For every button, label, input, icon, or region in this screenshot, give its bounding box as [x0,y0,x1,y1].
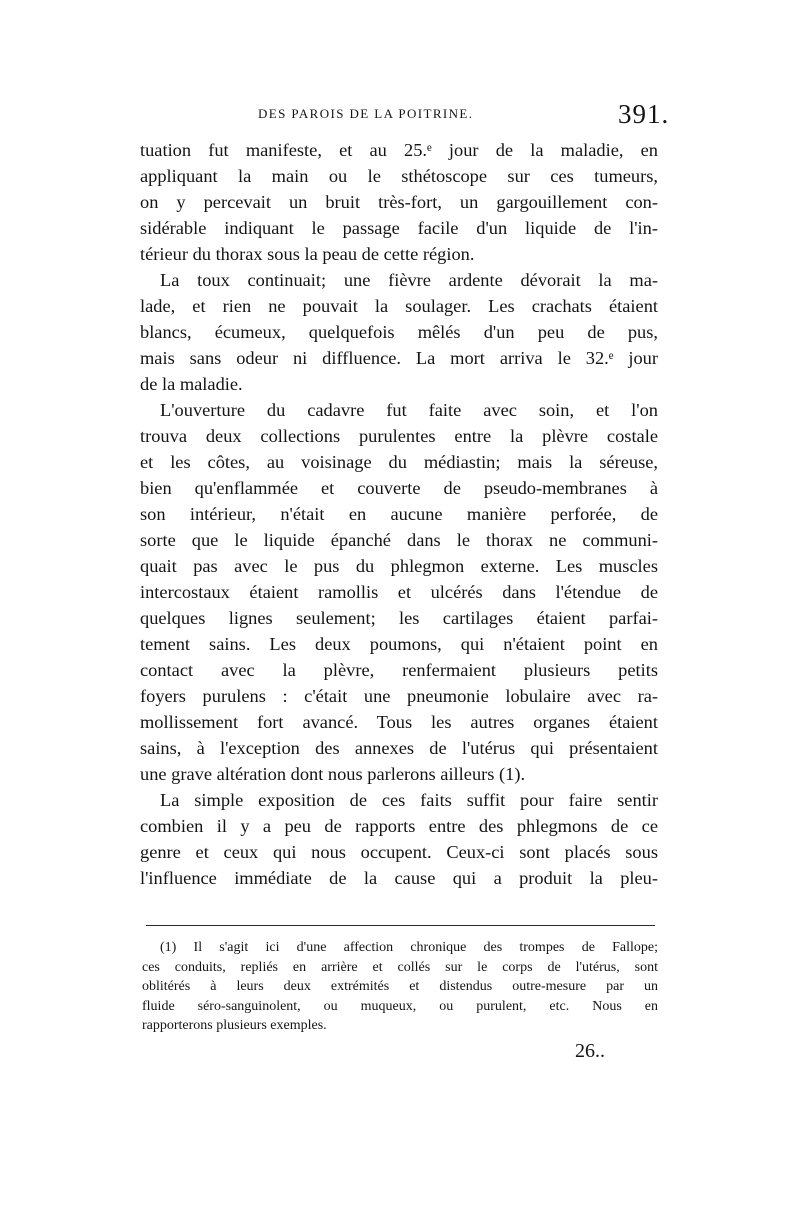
footnote-line: oblitérés à leurs deux extrémités et distendus outre-mesure par un [142,979,658,994]
footnote-line: ces conduits, repliés en arrière et collés sur le corps de l'utérus, sont [142,959,658,975]
text-line: une grave altération dont nous parlerons ailleurs (1). [140,764,526,784]
footnote-line: (1) Il s'agit ici d'une affection chronique des trompes de Fallope; [160,940,658,955]
signature-mark: 26.. [575,1040,605,1062]
text-line: on y percevait un bruit très-fort, un gargouillement con- [140,192,658,212]
footnote-line: fluide séro-sanguinolent, ou muqueux, ou purulent, etc. Nous en [142,998,658,1014]
text-line: mollissement fort avancé. Tous les autres organes étaient [140,712,658,732]
text-line: contact avec la plèvre, renfermaient plusieurs petits [140,660,658,680]
text-line: blancs, écumeux, quelquefois mêlés d'un peu de pus, [140,322,658,342]
text-line: quait pas avec le pus du phlegmon externe. Les muscles [140,556,658,576]
text-line: L'ouverture du cadavre fut faite avec soin, et l'on [160,400,658,420]
text-line: et les côtes, au voisinage du médiastin; mais la séreuse, [140,452,658,472]
text-line: foyers purulens : c'était une pneumonie lobulaire avec ra- [140,686,658,706]
text-line: appliquant la main ou le sthétoscope sur ces tumeurs, [140,166,658,186]
text-line: intercostaux étaient ramollis et ulcérés dans l'étendue de [140,582,658,602]
text-line: combien il y a peu de rapports entre des phlegmons de ce [140,816,658,836]
text-line: de la maladie. [140,374,243,394]
text-line: tuation fut manifeste, et au 25.ᵉ jour de la maladie, en [140,140,658,160]
page-number: 391. [618,99,670,129]
text-line: sorte que le liquide épanché dans le thorax ne communi- [140,530,658,550]
text-line: bien qu'enflammée et couverte de pseudo-membranes à [140,478,658,498]
text-line: térieur du thorax sous la peau de cette région. [140,244,475,264]
text-line: lade, et rien ne pouvait la soulager. Les crachats étaient [140,296,658,316]
footnote-divider [146,925,655,926]
text-line: La toux continuait; une fièvre ardente dévorait la ma- [160,270,658,290]
running-head: DES PAROIS DE LA POITRINE. [258,106,474,121]
text-line: son intérieur, n'était en aucune manière perforée, de [140,504,658,524]
text-line: l'influence immédiate de la cause qui a produit la pleu- [140,868,658,888]
text-line: trouva deux collections purulentes entre la plèvre costale [140,426,658,446]
text-line: mais sans odeur ni diffluence. La mort arriva le 32.ᵉ jour [140,348,658,368]
text-line: genre et ceux qui nous occupent. Ceux-ci sont placés sous [140,842,658,862]
text-line: tement sains. Les deux poumons, qui n'étaient point en [140,634,658,654]
text-line: sidérable indiquant le passage facile d'un liquide de l'in- [140,218,658,238]
body-text [140,137,658,891]
footnote [142,938,658,1036]
footnote-line: rapporterons plusieurs exemples. [142,1018,327,1033]
text-line: sains, à l'exception des annexes de l'utérus qui présentaient [140,738,658,758]
text-line: La simple exposition de ces faits suffit pour faire sentir [160,790,658,810]
text-line: quelques lignes seulement; les cartilages étaient parfai- [140,608,658,628]
